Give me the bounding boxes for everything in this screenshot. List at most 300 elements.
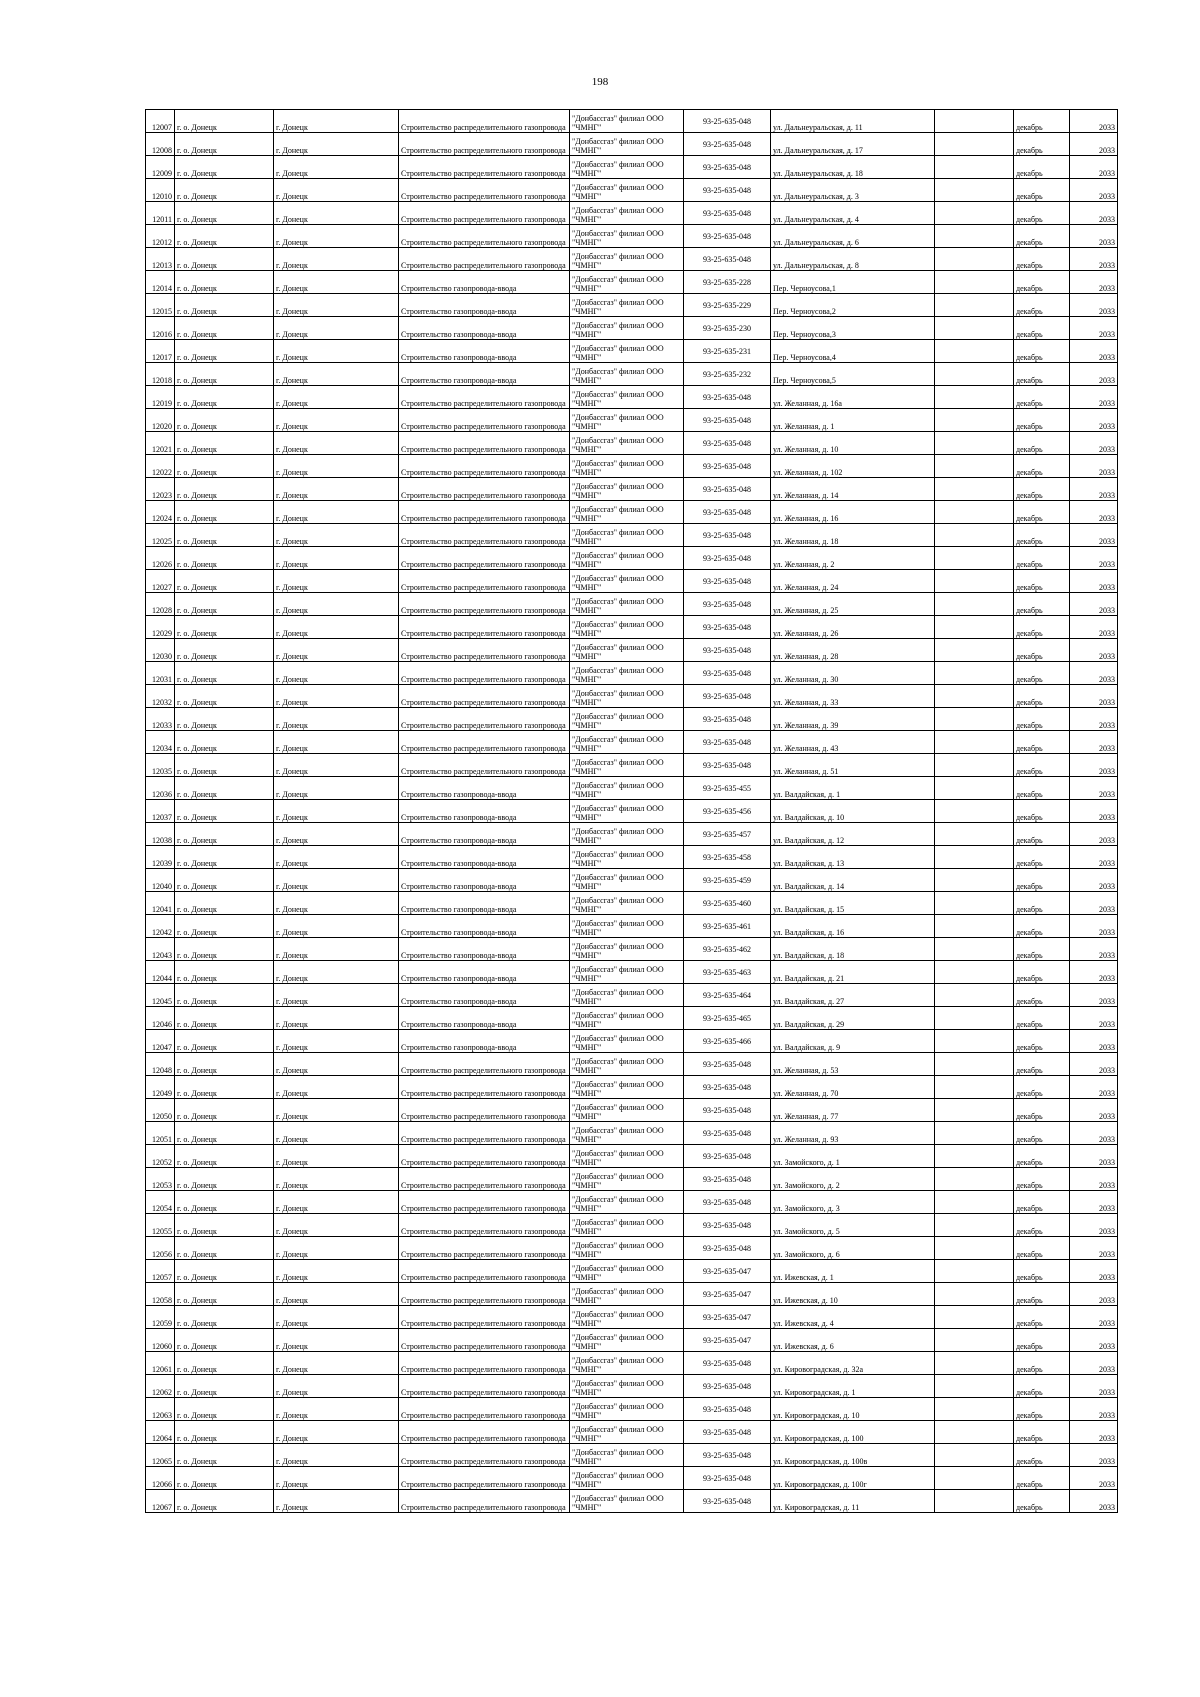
cell-municipal-district: г. о. Донецк <box>175 1122 274 1145</box>
cell-year: 2033 <box>1070 1168 1118 1191</box>
cell-municipal-district: г. о. Донецк <box>175 662 274 685</box>
cell-year: 2033 <box>1070 524 1118 547</box>
cell-year: 2033 <box>1070 225 1118 248</box>
cell-settlement: г. Донецк <box>274 1398 399 1421</box>
cell-address: ул. Замойского, д. 1 <box>771 1145 935 1168</box>
cell-operator: "Донбассгаз" филиал ООО "ЧМНГ" <box>570 1237 684 1260</box>
cell-month: декабрь <box>1014 340 1070 363</box>
cell-address: ул. Желанная, д. 10 <box>771 432 935 455</box>
cell-object-code: 93-25-635-047 <box>684 1306 771 1329</box>
cell-note <box>935 294 1014 317</box>
cell-note <box>935 708 1014 731</box>
table-row <box>146 317 1118 340</box>
cell-work-type: Строительство газопровода-ввода <box>399 823 570 846</box>
cell-work-type: Строительство газопровода-ввода <box>399 915 570 938</box>
table-row <box>146 1168 1118 1191</box>
cell-settlement: г. Донецк <box>274 547 399 570</box>
cell-work-type: Строительство распределительного газопровода <box>399 1076 570 1099</box>
cell-note <box>935 317 1014 340</box>
cell-object-code: 93-25-635-461 <box>684 915 771 938</box>
cell-month: декабрь <box>1014 455 1070 478</box>
cell-settlement: г. Донецк <box>274 1168 399 1191</box>
cell-note <box>935 1237 1014 1260</box>
cell-object-code: 93-25-635-048 <box>684 133 771 156</box>
table-row <box>146 455 1118 478</box>
cell-month: декабрь <box>1014 1421 1070 1444</box>
cell-note <box>935 662 1014 685</box>
cell-row-number: 12013 <box>146 248 175 271</box>
cell-year: 2033 <box>1070 1099 1118 1122</box>
cell-work-type: Строительство распределительного газопровода <box>399 524 570 547</box>
cell-address: ул. Желанная, д. 24 <box>771 570 935 593</box>
table-row <box>146 639 1118 662</box>
cell-address: ул. Валдайская, д. 10 <box>771 800 935 823</box>
cell-settlement: г. Донецк <box>274 800 399 823</box>
table-row <box>146 846 1118 869</box>
cell-note <box>935 570 1014 593</box>
table-row <box>146 754 1118 777</box>
cell-settlement: г. Донецк <box>274 731 399 754</box>
cell-address: ул. Валдайская, д. 12 <box>771 823 935 846</box>
cell-work-type: Строительство распределительного газопровода <box>399 1191 570 1214</box>
cell-note <box>935 179 1014 202</box>
table-row <box>146 363 1118 386</box>
cell-month: декабрь <box>1014 1237 1070 1260</box>
cell-year: 2033 <box>1070 823 1118 846</box>
cell-note <box>935 1329 1014 1352</box>
cell-row-number: 12018 <box>146 363 175 386</box>
cell-work-type: Строительство распределительного газопровода <box>399 248 570 271</box>
cell-row-number: 12032 <box>146 685 175 708</box>
cell-settlement: г. Донецк <box>274 110 399 133</box>
cell-operator: "Донбассгаз" филиал ООО "ЧМНГ" <box>570 294 684 317</box>
cell-settlement: г. Донецк <box>274 1444 399 1467</box>
cell-municipal-district: г. о. Донецк <box>175 1007 274 1030</box>
cell-municipal-district: г. о. Донецк <box>175 915 274 938</box>
cell-address: ул. Дальнеуральская, д. 3 <box>771 179 935 202</box>
cell-settlement: г. Донецк <box>274 984 399 1007</box>
cell-year: 2033 <box>1070 1375 1118 1398</box>
cell-address: ул. Валдайская, д. 18 <box>771 938 935 961</box>
cell-month: декабрь <box>1014 248 1070 271</box>
cell-address: ул. Валдайская, д. 9 <box>771 1030 935 1053</box>
cell-year: 2033 <box>1070 731 1118 754</box>
cell-work-type: Строительство распределительного газопровода <box>399 133 570 156</box>
cell-settlement: г. Донецк <box>274 593 399 616</box>
cell-address: ул. Кировоградская, д. 100г <box>771 1467 935 1490</box>
table-row <box>146 1214 1118 1237</box>
table-row <box>146 685 1118 708</box>
cell-note <box>935 800 1014 823</box>
cell-address: ул. Замойского, д. 6 <box>771 1237 935 1260</box>
cell-work-type: Строительство распределительного газопровода <box>399 110 570 133</box>
table-row <box>146 1191 1118 1214</box>
cell-municipal-district: г. о. Донецк <box>175 892 274 915</box>
cell-municipal-district: г. о. Донецк <box>175 156 274 179</box>
table-row <box>146 616 1118 639</box>
cell-address: ул. Валдайская, д. 29 <box>771 1007 935 1030</box>
cell-row-number: 12039 <box>146 846 175 869</box>
cell-month: декабрь <box>1014 1191 1070 1214</box>
cell-year: 2033 <box>1070 455 1118 478</box>
cell-municipal-district: г. о. Донецк <box>175 708 274 731</box>
cell-object-code: 93-25-635-048 <box>684 708 771 731</box>
cell-note <box>935 110 1014 133</box>
cell-object-code: 93-25-635-229 <box>684 294 771 317</box>
cell-operator: "Донбассгаз" филиал ООО "ЧМНГ" <box>570 478 684 501</box>
cell-operator: "Донбассгаз" филиал ООО "ЧМНГ" <box>570 1076 684 1099</box>
cell-object-code: 93-25-635-048 <box>684 570 771 593</box>
table-row <box>146 110 1118 133</box>
cell-row-number: 12062 <box>146 1375 175 1398</box>
table-row <box>146 386 1118 409</box>
cell-object-code: 93-25-635-466 <box>684 1030 771 1053</box>
cell-month: декабрь <box>1014 225 1070 248</box>
cell-note <box>935 202 1014 225</box>
cell-operator: "Донбассгаз" филиал ООО "ЧМНГ" <box>570 271 684 294</box>
cell-work-type: Строительство распределительного газопровода <box>399 685 570 708</box>
cell-address: ул. Желанная, д. 33 <box>771 685 935 708</box>
cell-operator: "Донбассгаз" филиал ООО "ЧМНГ" <box>570 593 684 616</box>
cell-year: 2033 <box>1070 593 1118 616</box>
cell-row-number: 12043 <box>146 938 175 961</box>
cell-note <box>935 1007 1014 1030</box>
cell-work-type: Строительство распределительного газопровода <box>399 1467 570 1490</box>
cell-note <box>935 271 1014 294</box>
cell-municipal-district: г. о. Донецк <box>175 1490 274 1513</box>
cell-year: 2033 <box>1070 1122 1118 1145</box>
cell-municipal-district: г. о. Донецк <box>175 1306 274 1329</box>
cell-work-type: Строительство распределительного газопровода <box>399 1122 570 1145</box>
cell-object-code: 93-25-635-048 <box>684 754 771 777</box>
cell-note <box>935 1444 1014 1467</box>
cell-operator: "Донбассгаз" филиал ООО "ЧМНГ" <box>570 1421 684 1444</box>
cell-object-code: 93-25-635-232 <box>684 363 771 386</box>
cell-municipal-district: г. о. Донецк <box>175 340 274 363</box>
cell-operator: "Донбассгаз" филиал ООО "ЧМНГ" <box>570 1099 684 1122</box>
cell-operator: "Донбассгаз" филиал ООО "ЧМНГ" <box>570 1145 684 1168</box>
cell-year: 2033 <box>1070 133 1118 156</box>
cell-municipal-district: г. о. Донецк <box>175 1329 274 1352</box>
cell-object-code: 93-25-635-463 <box>684 961 771 984</box>
cell-address: ул. Желанная, д. 39 <box>771 708 935 731</box>
cell-year: 2033 <box>1070 202 1118 225</box>
cell-year: 2033 <box>1070 1421 1118 1444</box>
cell-note <box>935 1030 1014 1053</box>
cell-municipal-district: г. о. Донецк <box>175 961 274 984</box>
cell-settlement: г. Донецк <box>274 363 399 386</box>
cell-operator: "Донбассгаз" филиал ООО "ЧМНГ" <box>570 156 684 179</box>
cell-operator: "Донбассгаз" филиал ООО "ЧМНГ" <box>570 616 684 639</box>
cell-work-type: Строительство распределительного газопровода <box>399 639 570 662</box>
cell-settlement: г. Донецк <box>274 639 399 662</box>
cell-row-number: 12017 <box>146 340 175 363</box>
cell-work-type: Строительство распределительного газопровода <box>399 547 570 570</box>
cell-row-number: 12022 <box>146 455 175 478</box>
cell-address: ул. Дальнеуральская, д. 8 <box>771 248 935 271</box>
cell-note <box>935 156 1014 179</box>
cell-object-code: 93-25-635-048 <box>684 202 771 225</box>
cell-month: декабрь <box>1014 547 1070 570</box>
cell-month: декабрь <box>1014 156 1070 179</box>
cell-object-code: 93-25-635-048 <box>684 1467 771 1490</box>
table-row <box>146 1467 1118 1490</box>
cell-row-number: 12038 <box>146 823 175 846</box>
table-row <box>146 1122 1118 1145</box>
cell-month: декабрь <box>1014 1444 1070 1467</box>
cell-address: ул. Желанная, д. 28 <box>771 639 935 662</box>
cell-year: 2033 <box>1070 892 1118 915</box>
cell-month: декабрь <box>1014 133 1070 156</box>
cell-year: 2033 <box>1070 708 1118 731</box>
cell-municipal-district: г. о. Донецк <box>175 938 274 961</box>
cell-settlement: г. Донецк <box>274 478 399 501</box>
cell-row-number: 12029 <box>146 616 175 639</box>
cell-settlement: г. Донецк <box>274 1352 399 1375</box>
cell-month: декабрь <box>1014 593 1070 616</box>
cell-work-type: Строительство распределительного газопровода <box>399 570 570 593</box>
table-row <box>146 1329 1118 1352</box>
cell-municipal-district: г. о. Донецк <box>175 1352 274 1375</box>
cell-municipal-district: г. о. Донецк <box>175 1260 274 1283</box>
cell-work-type: Строительство газопровода-ввода <box>399 1007 570 1030</box>
cell-note <box>935 1099 1014 1122</box>
cell-year: 2033 <box>1070 1444 1118 1467</box>
cell-address: ул. Желанная, д. 51 <box>771 754 935 777</box>
cell-work-type: Строительство газопровода-ввода <box>399 271 570 294</box>
cell-address: ул. Желанная, д. 16а <box>771 386 935 409</box>
cell-address: ул. Замойского, д. 3 <box>771 1191 935 1214</box>
cell-row-number: 12057 <box>146 1260 175 1283</box>
cell-settlement: г. Донецк <box>274 1306 399 1329</box>
cell-row-number: 12031 <box>146 662 175 685</box>
table-row <box>146 1053 1118 1076</box>
cell-row-number: 12065 <box>146 1444 175 1467</box>
cell-municipal-district: г. о. Донецк <box>175 317 274 340</box>
cell-year: 2033 <box>1070 1214 1118 1237</box>
cell-month: декабрь <box>1014 961 1070 984</box>
cell-operator: "Донбассгаз" филиал ООО "ЧМНГ" <box>570 869 684 892</box>
cell-work-type: Строительство газопровода-ввода <box>399 800 570 823</box>
cell-settlement: г. Донецк <box>274 271 399 294</box>
cell-month: декабрь <box>1014 1076 1070 1099</box>
cell-work-type: Строительство распределительного газопровода <box>399 1421 570 1444</box>
cell-year: 2033 <box>1070 869 1118 892</box>
cell-object-code: 93-25-635-048 <box>684 478 771 501</box>
cell-address: Пер. Черноусова,2 <box>771 294 935 317</box>
cell-operator: "Донбассгаз" филиал ООО "ЧМНГ" <box>570 501 684 524</box>
cell-operator: "Донбассгаз" филиал ООО "ЧМНГ" <box>570 133 684 156</box>
cell-municipal-district: г. о. Донецк <box>175 409 274 432</box>
cell-note <box>935 915 1014 938</box>
cell-operator: "Донбассгаз" филиал ООО "ЧМНГ" <box>570 846 684 869</box>
cell-row-number: 12063 <box>146 1398 175 1421</box>
cell-note <box>935 984 1014 1007</box>
table-row <box>146 1306 1118 1329</box>
cell-year: 2033 <box>1070 340 1118 363</box>
cell-note <box>935 1076 1014 1099</box>
cell-address: ул. Желанная, д. 30 <box>771 662 935 685</box>
cell-settlement: г. Донецк <box>274 869 399 892</box>
cell-year: 2033 <box>1070 1467 1118 1490</box>
cell-object-code: 93-25-635-048 <box>684 1168 771 1191</box>
cell-settlement: г. Донецк <box>274 662 399 685</box>
cell-month: декабрь <box>1014 1352 1070 1375</box>
cell-municipal-district: г. о. Донецк <box>175 271 274 294</box>
cell-municipal-district: г. о. Донецк <box>175 478 274 501</box>
table-row <box>146 225 1118 248</box>
cell-address: Пер. Черноусова,4 <box>771 340 935 363</box>
cell-object-code: 93-25-635-048 <box>684 409 771 432</box>
cell-year: 2033 <box>1070 501 1118 524</box>
cell-note <box>935 616 1014 639</box>
cell-month: декабрь <box>1014 1467 1070 1490</box>
cell-municipal-district: г. о. Донецк <box>175 1030 274 1053</box>
cell-operator: "Донбассгаз" филиал ООО "ЧМНГ" <box>570 1168 684 1191</box>
table-row <box>146 248 1118 271</box>
cell-year: 2033 <box>1070 156 1118 179</box>
cell-month: декабрь <box>1014 823 1070 846</box>
cell-work-type: Строительство распределительного газопровода <box>399 1260 570 1283</box>
cell-address: ул. Кировоградская, д. 100 <box>771 1421 935 1444</box>
cell-municipal-district: г. о. Донецк <box>175 754 274 777</box>
cell-year: 2033 <box>1070 984 1118 1007</box>
table-row <box>146 800 1118 823</box>
cell-settlement: г. Донецк <box>274 685 399 708</box>
cell-municipal-district: г. о. Донецк <box>175 294 274 317</box>
cell-object-code: 93-25-635-231 <box>684 340 771 363</box>
cell-row-number: 12021 <box>146 432 175 455</box>
cell-row-number: 12042 <box>146 915 175 938</box>
cell-settlement: г. Донецк <box>274 961 399 984</box>
cell-municipal-district: г. о. Донецк <box>175 777 274 800</box>
cell-month: декабрь <box>1014 662 1070 685</box>
cell-row-number: 12055 <box>146 1214 175 1237</box>
cell-settlement: г. Донецк <box>274 616 399 639</box>
cell-note <box>935 547 1014 570</box>
cell-row-number: 12067 <box>146 1490 175 1513</box>
cell-object-code: 93-25-635-048 <box>684 547 771 570</box>
cell-note <box>935 409 1014 432</box>
cell-object-code: 93-25-635-455 <box>684 777 771 800</box>
cell-address: ул. Желанная, д. 70 <box>771 1076 935 1099</box>
cell-operator: "Донбассгаз" филиал ООО "ЧМНГ" <box>570 409 684 432</box>
cell-row-number: 12052 <box>146 1145 175 1168</box>
cell-address: ул. Кировоградская, д. 11 <box>771 1490 935 1513</box>
cell-object-code: 93-25-635-048 <box>684 639 771 662</box>
cell-operator: "Донбассгаз" филиал ООО "ЧМНГ" <box>570 340 684 363</box>
cell-address: ул. Ижевская, д. 10 <box>771 1283 935 1306</box>
table-row <box>146 708 1118 731</box>
cell-settlement: г. Донецк <box>274 1467 399 1490</box>
cell-settlement: г. Донецк <box>274 501 399 524</box>
cell-object-code: 93-25-635-048 <box>684 248 771 271</box>
cell-row-number: 12041 <box>146 892 175 915</box>
cell-row-number: 12053 <box>146 1168 175 1191</box>
cell-municipal-district: г. о. Донецк <box>175 455 274 478</box>
cell-work-type: Строительство распределительного газопровода <box>399 202 570 225</box>
cell-operator: "Донбассгаз" филиал ООО "ЧМНГ" <box>570 984 684 1007</box>
cell-settlement: г. Донецк <box>274 1421 399 1444</box>
cell-operator: "Донбассгаз" филиал ООО "ЧМНГ" <box>570 754 684 777</box>
cell-operator: "Донбассгаз" филиал ООО "ЧМНГ" <box>570 1214 684 1237</box>
cell-row-number: 12010 <box>146 179 175 202</box>
table-row <box>146 156 1118 179</box>
cell-year: 2033 <box>1070 1191 1118 1214</box>
cell-month: декабрь <box>1014 386 1070 409</box>
cell-object-code: 93-25-635-458 <box>684 846 771 869</box>
table-row <box>146 1490 1118 1513</box>
cell-object-code: 93-25-635-048 <box>684 455 771 478</box>
cell-object-code: 93-25-635-048 <box>684 593 771 616</box>
cell-address: ул. Дальнеуральская, д. 11 <box>771 110 935 133</box>
cell-operator: "Донбассгаз" филиал ООО "ЧМНГ" <box>570 1260 684 1283</box>
cell-row-number: 12028 <box>146 593 175 616</box>
cell-municipal-district: г. о. Донецк <box>175 570 274 593</box>
cell-address: ул. Дальнеуральская, д. 18 <box>771 156 935 179</box>
cell-work-type: Строительство распределительного газопровода <box>399 1306 570 1329</box>
table-row <box>146 662 1118 685</box>
cell-object-code: 93-25-635-456 <box>684 800 771 823</box>
cell-note <box>935 1145 1014 1168</box>
cell-note <box>935 869 1014 892</box>
cell-settlement: г. Донецк <box>274 938 399 961</box>
cell-object-code: 93-25-635-048 <box>684 179 771 202</box>
cell-work-type: Строительство распределительного газопровода <box>399 179 570 202</box>
table-row <box>146 501 1118 524</box>
cell-work-type: Строительство распределительного газопровода <box>399 616 570 639</box>
cell-work-type: Строительство газопровода-ввода <box>399 938 570 961</box>
cell-object-code: 93-25-635-048 <box>684 1191 771 1214</box>
cell-settlement: г. Донецк <box>274 179 399 202</box>
cell-note <box>935 938 1014 961</box>
cell-operator: "Донбассгаз" филиал ООО "ЧМНГ" <box>570 547 684 570</box>
cell-note <box>935 1306 1014 1329</box>
cell-operator: "Донбассгаз" филиал ООО "ЧМНГ" <box>570 386 684 409</box>
table-row <box>146 823 1118 846</box>
cell-row-number: 12024 <box>146 501 175 524</box>
cell-month: декабрь <box>1014 1099 1070 1122</box>
cell-operator: "Донбассгаз" филиал ООО "ЧМНГ" <box>570 800 684 823</box>
cell-object-code: 93-25-635-048 <box>684 1214 771 1237</box>
cell-operator: "Донбассгаз" филиал ООО "ЧМНГ" <box>570 1444 684 1467</box>
cell-operator: "Донбассгаз" филиал ООО "ЧМНГ" <box>570 248 684 271</box>
cell-address: ул. Желанная, д. 93 <box>771 1122 935 1145</box>
cell-work-type: Строительство распределительного газопровода <box>399 593 570 616</box>
cell-row-number: 12051 <box>146 1122 175 1145</box>
cell-object-code: 93-25-635-048 <box>684 1099 771 1122</box>
cell-municipal-district: г. о. Донецк <box>175 501 274 524</box>
cell-work-type: Строительство распределительного газопровода <box>399 708 570 731</box>
cell-year: 2033 <box>1070 662 1118 685</box>
cell-row-number: 12040 <box>146 869 175 892</box>
cell-row-number: 12046 <box>146 1007 175 1030</box>
cell-work-type: Строительство распределительного газопровода <box>399 1168 570 1191</box>
cell-municipal-district: г. о. Донецк <box>175 524 274 547</box>
cell-work-type: Строительство распределительного газопровода <box>399 156 570 179</box>
cell-settlement: г. Донецк <box>274 1329 399 1352</box>
cell-row-number: 12037 <box>146 800 175 823</box>
cell-month: декабрь <box>1014 1329 1070 1352</box>
cell-settlement: г. Донецк <box>274 1122 399 1145</box>
cell-settlement: г. Донецк <box>274 846 399 869</box>
cell-address: ул. Желанная, д. 26 <box>771 616 935 639</box>
cell-address: ул. Дальнеуральская, д. 17 <box>771 133 935 156</box>
cell-row-number: 12030 <box>146 639 175 662</box>
table-row <box>146 961 1118 984</box>
cell-address: Пер. Черноусова,5 <box>771 363 935 386</box>
table-row <box>146 432 1118 455</box>
